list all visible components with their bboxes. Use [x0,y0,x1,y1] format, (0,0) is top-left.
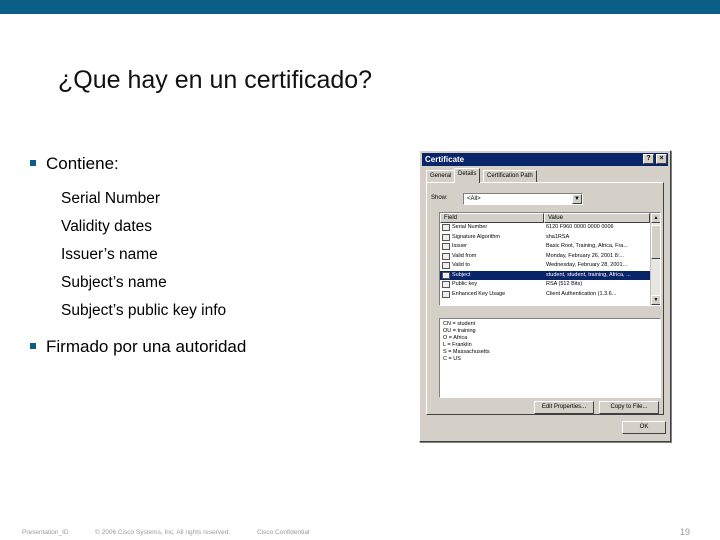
list-row[interactable] [440,223,650,233]
field-value: 6120 F960 0000 0000 0006 [546,224,614,230]
tab-general[interactable]: General [426,170,455,182]
show-label: Show: [431,195,448,201]
scroll-down-icon[interactable]: ▼ [651,295,661,305]
field-value: Monday, February 26, 2001 8:... [546,252,624,259]
certificate-field-icon [442,262,450,269]
bullet-square-icon [30,343,36,349]
sub-bullet: Serial Number [61,190,161,207]
chevron-down-icon[interactable]: ▼ [572,194,582,204]
detail-line: S = Massachusetts [443,349,490,355]
sub-bullet: Subject’s name [61,274,167,291]
help-button[interactable]: ? [643,154,654,164]
sub-bullet: Validity dates [61,218,153,235]
field-value: RSA (512 Bits) [546,281,583,287]
field-name: Serial Number [452,224,488,230]
field-value: student, student, training, Africa, ... [546,271,631,278]
certificate-field-icon [442,243,450,250]
footer-presentation-id: Presentation_ID [22,529,69,536]
list-scrollbar[interactable] [650,213,660,305]
tab-details[interactable]: Details [454,168,480,183]
field-name: Signature Algorithm [452,233,500,240]
field-name: Valid to [452,262,470,268]
field-name: Enhanced Key Usage [452,290,506,297]
list-row[interactable] [440,261,650,271]
detail-line: OU = training [443,328,476,334]
certificate-dialog [419,150,671,442]
detail-line: L = Franklin [443,342,472,348]
certificate-field-icon [442,253,450,260]
detail-line: C = US [443,356,461,362]
copy-to-file-button[interactable]: Copy to File... [599,401,659,414]
field-value: sha1RSA [546,233,570,240]
certificate-field-icon [442,281,450,288]
list-row[interactable] [440,252,650,262]
field-name: Valid from [452,252,477,259]
list-row[interactable] [440,242,650,252]
certificate-field-icon [442,291,450,298]
show-dropdown-value: <All> [467,196,481,202]
ok-button[interactable]: OK [622,421,666,434]
scroll-thumb[interactable] [651,225,661,259]
column-header-field[interactable]: Field [440,213,544,223]
bullet-text: Firmado por una autoridad [46,337,247,356]
field-value: Client Authentication (1.3.6... [546,290,617,297]
certificate-field-icon [442,224,450,231]
tab-certification-path[interactable]: Certification Path [483,170,537,182]
scroll-up-icon[interactable]: ▲ [651,213,661,223]
field-value: Basic Root, Training, Africa, Fra... [546,243,628,249]
certificate-field-icon [442,272,450,279]
details-panel [426,182,664,415]
page-number: 19 [680,527,691,537]
show-dropdown[interactable] [463,193,583,205]
dialog-titlebar [422,153,668,166]
list-row[interactable] [440,233,650,243]
field-value: Wednesday, February 28, 2001... [546,262,628,268]
sub-bullet: Issuer’s name [61,246,158,263]
field-detail-box[interactable] [439,318,661,398]
list-row-selected[interactable] [440,271,650,281]
bullet-text: Contiene: [46,154,119,173]
top-accent-bar [0,0,720,14]
close-button[interactable]: × [656,154,667,164]
bullet-contiene [30,154,119,174]
edit-properties-button[interactable]: Edit Properties... [534,401,594,414]
dialog-title: Certificate [425,155,465,164]
bullet-square-icon [30,160,36,166]
footer-copyright: © 2006 Cisco Systems, Inc. All rights reserved. [95,529,231,536]
footer-confidential: Cisco Confidential [257,529,310,536]
bullet-firmado [30,337,246,357]
fields-list[interactable] [439,212,661,306]
list-row[interactable] [440,280,650,290]
list-row[interactable] [440,290,650,300]
slide-title: ¿Que hay en un certificado? [58,66,373,94]
field-name: Issuer [452,243,467,249]
field-name: Subject [452,271,471,278]
detail-line: O = Africa [443,335,468,341]
field-name: Public key [452,281,478,287]
column-header-value[interactable]: Value [544,213,650,223]
detail-line: CN = student [443,321,476,327]
sub-bullet: Subject’s public key info [61,302,227,319]
certificate-field-icon [442,234,450,241]
